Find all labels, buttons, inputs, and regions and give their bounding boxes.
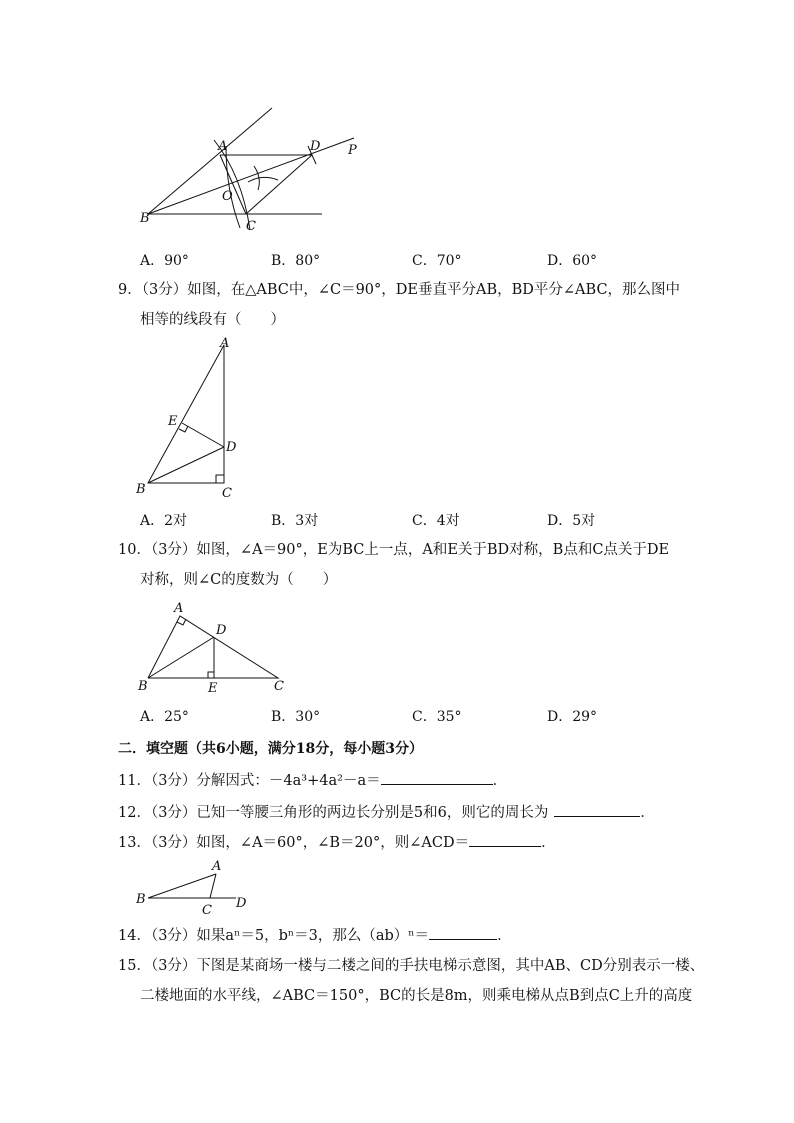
fig8-label-a: A (218, 139, 228, 154)
figure-q13 (130, 856, 260, 918)
q8-option-c: C．70° (412, 253, 462, 269)
q8-option-d: D．60° (547, 253, 598, 269)
fig13-line-ba (148, 874, 216, 898)
q12-line (118, 802, 655, 823)
figure-q8 (130, 100, 390, 240)
q10-text-line2: 对称，则∠C的度数为（ ） (140, 572, 338, 588)
fig8-label-b: B (140, 211, 150, 226)
q14-text: 14．（3分）如果aⁿ＝5，bⁿ＝3，那么（ab）ⁿ＝ (118, 928, 430, 944)
fig9-line-ed (182, 423, 224, 447)
q8-option-a: A．90° (140, 253, 189, 269)
fig10-label-e: E (208, 681, 218, 696)
q14-line (118, 925, 512, 946)
fig8-label-c: C (246, 219, 256, 234)
q12-answer-blank[interactable] (554, 802, 640, 817)
q9-option-d: D．5对 (547, 513, 596, 529)
q11-answer-blank[interactable] (381, 770, 493, 785)
q10-option-d: D．29° (547, 709, 598, 725)
fig13-label-c: C (202, 903, 212, 918)
figure-q9 (130, 335, 250, 505)
q9-option-b: B．3对 (271, 513, 319, 529)
q11-end: ． (492, 773, 508, 789)
fig13-label-a: A (212, 859, 222, 874)
fig13-label-b: B (136, 892, 146, 907)
fig8-cross-2 (248, 177, 278, 182)
fig9-right-angle-c (216, 475, 224, 483)
q9-option-a: A．2对 (140, 513, 188, 529)
fig9-label-c: C (222, 486, 232, 501)
section2-title: 二．填空题（共6小题，满分18分，每小题3分） (118, 741, 423, 757)
fig10-triangle (148, 616, 278, 678)
fig9-triangle (148, 345, 224, 483)
fig10-line-bd (148, 637, 214, 678)
q15-text-line2: 二楼地面的水平线，∠ABC＝150°，BC的长是8m，则乘电梯从点B到点C上升的高度 (140, 988, 693, 1004)
q13-end: ． (541, 835, 556, 851)
fig10-right-angle-e (208, 672, 214, 678)
fig8-label-p: P (348, 143, 357, 158)
q10-option-b: B．30° (271, 709, 321, 725)
q11-text: 11．（3分）分解因式：－4a³+4a²－a＝ (118, 773, 381, 789)
fig9-label-b: B (136, 482, 146, 497)
q10-option-a: A．25° (140, 709, 189, 725)
q12-end: ． (640, 805, 655, 821)
q10-text-line1: 10．（3分）如图，∠A＝90°，E为BC上一点，A和E关于BD对称，B点和C点关于DE (118, 542, 670, 558)
q14-end: ． (497, 928, 512, 944)
q13-answer-blank[interactable] (469, 832, 541, 847)
fig13-line-ac (210, 874, 216, 898)
fig9-label-e: E (168, 414, 178, 429)
q11-line (118, 770, 507, 791)
q9-text-line2: 相等的线段有（ ） (140, 312, 285, 328)
fig9-label-a: A (220, 336, 230, 351)
fig13-label-d: D (236, 896, 247, 911)
fig8-ray-bp (148, 138, 354, 214)
fig9-right-angle-e (179, 426, 188, 432)
fig8-arc-2 (226, 146, 240, 228)
fig8-label-d: D (310, 139, 321, 154)
fig8-label-o: O (222, 189, 233, 204)
fig10-label-c: C (274, 679, 284, 694)
q10-option-c: C．35° (412, 709, 462, 725)
q15-text-line1: 15．（3分）下图是某商场一楼与二楼之间的手扶电梯示意图，其中AB、CD分别表示一楼、 (118, 958, 705, 974)
q13-line (118, 832, 556, 853)
fig8-ray-ba (148, 108, 272, 214)
fig10-label-d: D (216, 623, 227, 638)
fig9-label-d: D (226, 440, 237, 455)
q13-text: 13．（3分）如图，∠A＝60°，∠B＝20°，则∠ACD＝ (118, 835, 470, 851)
fig10-label-a: A (174, 601, 184, 616)
fig10-label-b: B (138, 679, 148, 694)
q8-option-b: B．80° (271, 253, 321, 269)
fig8-line-dc (246, 155, 312, 214)
q12-text: 12．（3分）已知一等腰三角形的两边长分别是5和6，则它的周长为 (118, 805, 549, 821)
q9-option-c: C．4对 (412, 513, 460, 529)
q9-text-line1: 9．（3分）如图，在△ABC中，∠C＝90°，DE垂直平分AB，BD平分∠ABC，那么图中 (118, 282, 681, 298)
q14-answer-blank[interactable] (429, 925, 497, 940)
fig9-line-bd (148, 447, 224, 483)
figure-q10 (130, 598, 300, 698)
